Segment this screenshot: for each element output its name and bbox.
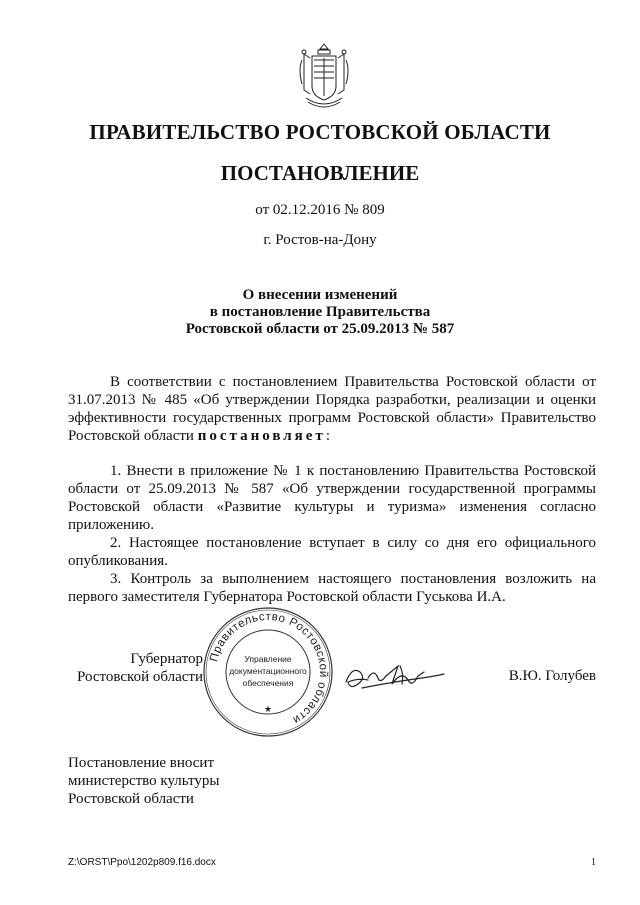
decree-word: постановляет (197, 428, 326, 444)
document-subject (0, 287, 640, 338)
footer-file-path: Z:\ORST\Ppo\1202p809.f16.docx (68, 857, 216, 868)
stamp-ring-text: Правительство Ростовской области (208, 610, 330, 727)
stamp-center-line: Управление (244, 654, 292, 664)
preamble-paragraph (68, 373, 596, 445)
submitter-note-line: министерство культуры (68, 773, 220, 789)
item-paragraph: 2. Настоящее постановление вступает в силу со дня его официального опубликования. (68, 535, 596, 569)
item-paragraph: 3. Контроль за выполнением настоящего постановления возложить на первого заместителя Губернатора Ростовской области Гуськова И.А. (68, 571, 596, 605)
subject-line: в постановление Правительства (209, 304, 431, 320)
submitter-note-line: Ростовской области (68, 791, 194, 807)
page-number: 1 (591, 857, 596, 868)
document-type: ПОСТАНОВЛЕНИЕ (220, 161, 420, 185)
signatory-title-line: Ростовской области (77, 669, 203, 685)
coat-of-arms-icon (294, 40, 354, 112)
signatory-name: В.Ю. Голубев (508, 668, 596, 684)
document-city: г. Ростов-на-Дону (263, 232, 377, 248)
subject-line: Ростовской области от 25.09.2013 № 587 (185, 321, 455, 337)
signatory-title (68, 650, 203, 686)
submitter-note (68, 754, 220, 808)
official-seal-icon (200, 604, 336, 740)
item-paragraph: 1. Внести в приложение № 1 к постановлению Правительства Ростовской области от 25.09.2013 № 587 «Об утверждении государственной программы Ростовской области «Развитие культуры и туризма» изменения согласно приложению. (68, 463, 596, 533)
svg-text:★: ★ (263, 704, 273, 714)
handwritten-signature (340, 652, 450, 700)
submitter-note-line: Постановление вносит (68, 755, 215, 771)
preamble-colon: : (325, 428, 330, 444)
organization-title: ПРАВИТЕЛЬСТВО РОСТОВСКОЙ ОБЛАСТИ (89, 120, 551, 144)
stamp-center-line: документационного (229, 666, 307, 676)
document-date-number: от 02.12.2016 № 809 (255, 202, 385, 218)
subject-line: О внесении изменений (242, 287, 398, 303)
stamp-center-line: обеспечения (242, 678, 294, 688)
preamble-text: В соответствии с постановлением Правительства Ростовской области от 31.07.2013 № 485 «Об утверждении Порядка разработки, реализации и оценки эффективности государственных программ Ростовской области» Правительство Ростовской области (68, 374, 596, 444)
signatory-title-line: Губернатор (130, 651, 203, 667)
